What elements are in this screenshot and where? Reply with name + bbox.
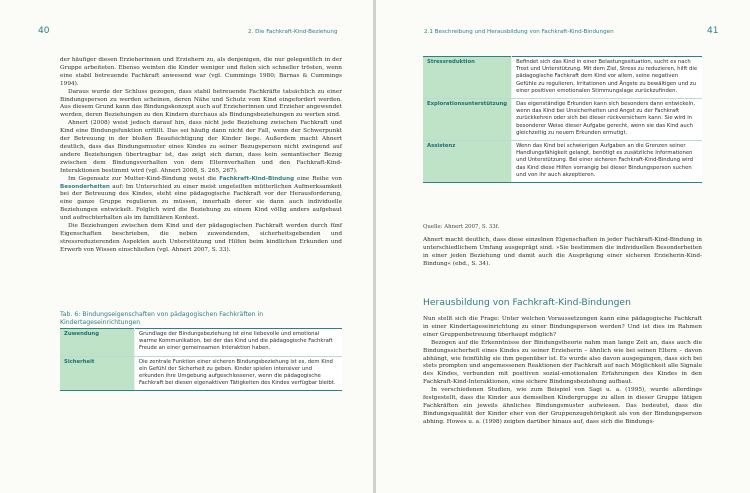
right-body-text-1 xyxy=(423,237,702,269)
page-number-left: 40 xyxy=(38,26,50,36)
running-head-right: 2.1 Beschreibung und Herausbildung von Fachkraft-Kind-Bindungen xyxy=(424,29,614,35)
table-row xyxy=(423,99,702,141)
row-label: Assistenz xyxy=(423,141,512,183)
section-title: Herausbildung von Fachkraft-Kind-Bindungen xyxy=(423,297,631,308)
table-row xyxy=(60,356,342,391)
table-row xyxy=(423,57,702,99)
row-text: Grundlage der Bindungsbeziehung ist eine liebevolle und emotional warme Kommunikation, bei der das Kind und die pädagogische Fachkraft Freude an einer gemeinsamen Interaktion haben. xyxy=(135,329,343,357)
row-label: Zuwendung xyxy=(60,329,135,357)
paragraph: Daraus wurde der Schluss gezogen, dass stabil betreuende Fachkräfte tatsächlich zu einer Bindungsperson zu werden scheinen, deren Nähe und Schutz vom Kind eingefordert werden. Aus diesem Grund kann das Bindungskonzept auch auf Erzieherinnen und Erzieher angewendet werden, deren Beziehungen zu den Kindern durchaus als Bindungsbeziehungen zu werten sind. xyxy=(60,88,342,119)
row-text: Befindet sich das Kind in einer Belastungssituation, sucht es nach Trost und Unterstützung. Mit dem Ziel, Stress zu reduzieren, hilft die pädagogische Fachkraft dem Kind vor allem, seine negativen Gefühle zu regulieren, Irritationen und Ängste zu bewältigen und zu einer positiven emotionalen Stimmungslage zurückzufinden. xyxy=(512,57,702,99)
paragraph: In verschiedenen Studien, wie zum Beispiel von Sagi u. a. (1995), wurde allerdings festgestellt, dass die Kinder aus demselben Kindergruppe zu allen in dieser Gruppe tätigen Fachkräften ein jeweils ähnliches Bindungsmuster aufwiesen. Das bedeutet, dass die Bindungsqualität der Kinder eher von der Gruppenzugehörigkeit als von der Bindungsperson abhing. Howes u. a. (1998) zeigten darüber hinaus auf, dass sich die Bindungs- xyxy=(423,387,702,425)
page-number-right: 41 xyxy=(707,26,719,36)
attachment-table-left xyxy=(60,328,342,391)
highlight-term: Besonderheiten xyxy=(60,183,110,190)
paragraph: Die Beziehungen zwischen dem Kind und der pädagogischen Fachkraft werden durch fünf Eigenschaften beschrieben, die neben zuwendenden, sicherheitsgebenden und stressreduzierenden Aspekten auch Unterstützung und Hilfen beim kindlichen Erkunden und Erwerb von Wissen einschließen (vgl. Ahnert 2007, S. 33). xyxy=(60,223,342,253)
paragraph: Ahnert (2008) weist jedoch darauf hin, dass nicht jede Beziehung zwischen Fachkraft und Kind eine Bindungsfunktion erfüllt. Das sei häufig dann nicht der Fall, wenn der Schwerpunkt der Betreuung in der bloßen Beaufsichtigung der Kinder liege. Außerdem macht Ahnert deutlich, dass das Bindungsmuster eines Kindes zu seiner Bezugsperson nicht zwingend auf andere Beziehungen übertragbar ist, das zeigt sich daran, dass kein semantischer Bezug zwischen dem Bindungsverhalten von dem Elternverhalten und den Fachkraft-Kind-Interaktionen bestimmt wird (vgl. Ahnert 2008, S. 265, 267). xyxy=(60,120,342,174)
left-page xyxy=(0,0,373,493)
table-source: Quelle: Ahnert 2007, S. 33f. xyxy=(423,224,500,230)
paragraph: Nun stellt sich die Frage: Unter welchen Voraussetzungen kann eine pädagogische Fachkraft in einer Kindertageseinrichtung zu einer Bindungsperson werden? Und ist dies im Rahmen einer Gruppenbetreuung überhaupt möglich? xyxy=(423,316,702,338)
row-label: Explorationsunterstützung xyxy=(423,99,512,141)
row-text: Das eigenständige Erkunden kann sich besonders dann entwickeln, wenn das Kind bei Unsicherheiten und Angst zu der Fachkraft zurückkehren oder sich bei dieser rückversichern kann. Sie wird in besonderer Weise dieser Aufgabe gerecht, wenn sie das Kind auch gleichzeitig zu neuem Erkunden ermutigt. xyxy=(512,99,702,141)
table-caption: Tab. 6: Bindungseigenschaften von pädagogischen Fachkräften in Kindertageseinrichtungen xyxy=(60,311,264,326)
highlight-term: Fachkraft-Kind-Bindung xyxy=(219,175,295,182)
paragraph: Ahnert macht deutlich, dass diese einzelnen Eigenschaften in jeder Fachkraft-Kind-Bindung in unterschiedlichem Umfang ausgeprägt sind. »Sie bestimmen die individuellen Besonderheiten in einer jeden Beziehung und damit auch die Ausprägung einer sicheren Erzieherin-Kind-Bindung« (ebd., S. 34). xyxy=(423,237,702,267)
table-row xyxy=(423,141,702,183)
right-page xyxy=(376,0,750,493)
left-body-text xyxy=(60,57,342,255)
table-row xyxy=(60,329,342,357)
row-label: Sicherheit xyxy=(60,356,135,391)
paragraph: der häufiger diesen Erzieherinnen und Erziehern zu, als denjenigen, die nur gelegentlich in der Gruppe arbeiteten. Ebenso weinten die Kinder weniger und fielen sich schneller trösten, wenn eine stabil betreuende Fachkraft anwesend war (vgl. Cummings 1980; Barnas & Cummings 1994). xyxy=(60,57,342,87)
row-label: Stressreduktion xyxy=(423,57,512,99)
right-body-text-2 xyxy=(423,316,702,427)
running-head-left: 2. Die Fachkraft-Kind-Beziehung xyxy=(248,29,338,35)
paragraph: Bezogen auf die Erkenntnisse der Bindungstheorie nahm man lange Zeit an, dass auch die Bindungssicherheit eines Kindes zu seiner Erzieherin – ähnlich wie bei seinen Eltern – davon abhängt, wie feinfühlig sie ihm gegenüber ist. Es wurde also davon ausgegangen, dass sich bei stets prompten und angemessenen Reaktionen der Fachkraft auf nach Möglichkeit alle Signale des Kindes, verbunden mit positiven sozial-emotionalen Erfahrungen des Kindes in den Fachkraft-Kind-Interaktionen, eine sichere Bindungsbeziehung aufbaut. xyxy=(423,339,702,386)
row-text: Wenn das Kind bei schwierigen Aufgaben an die Grenzen seiner Handlungsfähigkeit gelangt, benötigt es zusätzliche Informationen und Unterstützung. Bei einer sicheren Fachkraft-Kind-Bindung wird das Kind diese Hilfen vorrangig bei dieser Bindungsperson suchen und von ihr auch akzeptieren. xyxy=(512,141,702,183)
row-text: Die zentrale Funktion einer sicheren Bindungsbeziehung ist es, dem Kind ein Gefühl der Sicherheit zu geben. Kinder spielen intensiver und erkunden ihre Umgebung aufgeschlossener, wenn die pädagogische Fachkraft bei diesen eigenaktiven Tätigkeiten des Kindes verfügbar bleibt. xyxy=(135,356,343,391)
paragraph: Im Gegensatz zur Mutter-Kind-Bindung weist die Fachkraft-Kind-Bindung eine Reihe von Besonderheiten auf: Im Unterschied zu einer meist ungeteilten mütterlichen Aufmerksamkeit bei der Betreuung des Kindes, steht eine pädagogische Fachkraft vor der Herausforderung, eine ganze Gruppe regulieren zu müssen, innerhalb derer sie dann auch individuelle Beziehungen entwickelt. Folglich wird die Beziehung zu einem Kind völlig anders aufgebaut und aufrechterhalten als im familiären Kontext. xyxy=(60,175,343,222)
attachment-table-right xyxy=(423,56,702,183)
